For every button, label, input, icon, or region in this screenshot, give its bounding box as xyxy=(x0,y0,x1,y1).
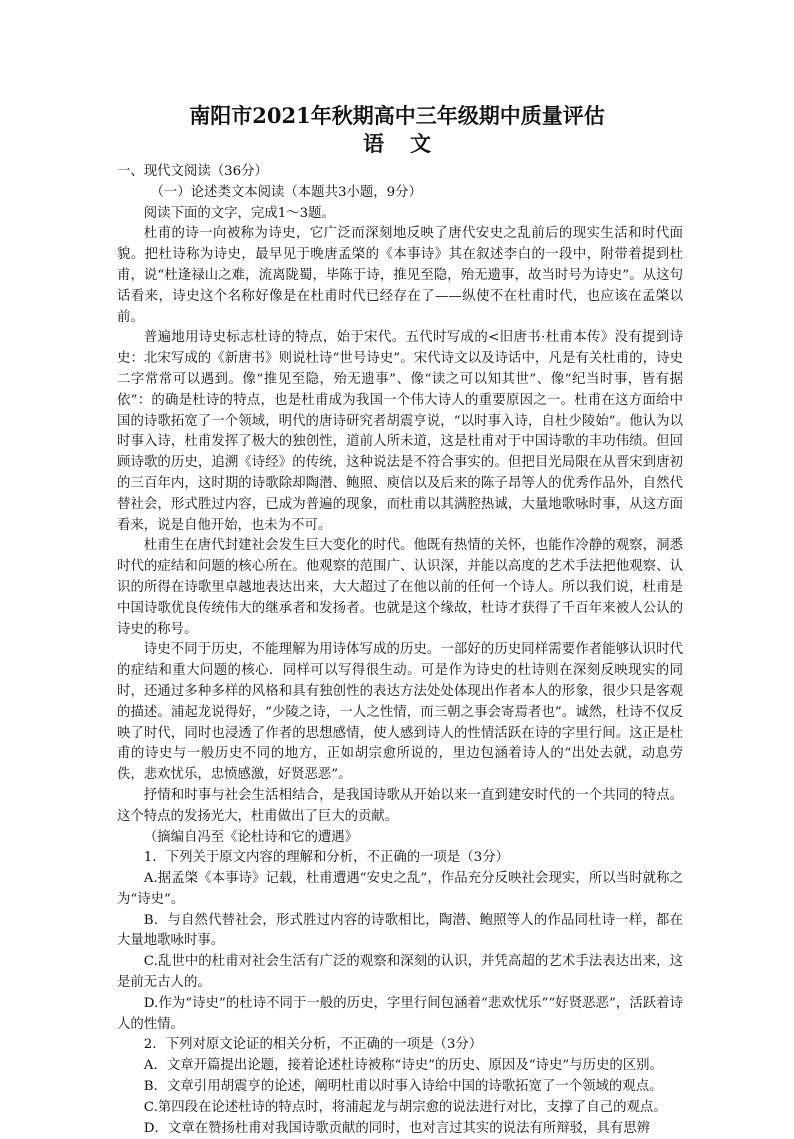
reading-instruction: 阅读下面的文字，完成1～3题。 xyxy=(143,205,335,221)
passage-paragraph: 抒情和时事与社会生活相结合，是我国诗歌从开始以来一直到建安时代的一个共同的特点。这个特点的发扬光大，杜甫做出了巨大的贡献。 xyxy=(117,787,683,824)
passage-paragraph: 杜甫的诗一向被称为诗史，它广泛而深刻地反映了唐代安史之乱前后的现实生活和时代面貌。把杜诗称为诗史，最早见于晚唐孟棨的《本事诗》其在叙述李白的一段中，附带着提到杜甫，说“杜逢禄山之难，流离陇蜀，毕陈于诗，推见至隐，殆无遗事，故当时号为诗史”。从这句话看来，诗史这个名称好像是在杜甫时代已经存在了——纵使不在杜甫时代，也应该在孟棨以前。 xyxy=(117,226,683,325)
question-stem: 1．下列关于原文内容的理解和分析，不正确的一项是（3分） xyxy=(143,850,509,866)
section-heading: 一、现代文阅读（36分） xyxy=(117,164,268,179)
passage-source: （摘编自冯至《论杜诗和它的遭遇》 xyxy=(143,829,359,845)
question-option: D．文章在赞扬杜甫对我国诗歌贡献的同时，也对言过其实的说法有所辩驳，具有思辨 xyxy=(143,1120,650,1136)
subject-title: 语文 xyxy=(363,131,457,156)
question-option: D.作为“诗史”的杜诗不同于一般的历史，字里行间包涵着“悲欢忧乐”“好贤恶恶”，活跃着诗人的性情。 xyxy=(117,995,683,1032)
reading-passage xyxy=(117,224,683,848)
passage-paragraph: 诗史不同于历史，不能理解为用诗体写成的历史。一部好的历史同样需要作者能够认识时代的症结和重大问题的核心．同样可以写得很生动。可是作为诗史的杜诗则在深刻反映现实的同时，还通过多种多样的风格和具有独创性的表达方法处处体现出作者本人的形象，很少只是客观的描述。浦起龙说得好，“少陵之诗，一人之性情，而三朝之事会寄焉者也”。诚然，杜诗不仅反映了时代，同时也浸透了作者的思想感情，使人感到诗人的性情活跃在诗的字里行间。这正是杜甫的诗史与一般历史不同的地方，正如胡宗愈所说的，里边包涵着诗人的“出处去就，动息劳佚，悲欢忧乐，忠愤感激，好贤恶恶”。 xyxy=(117,642,683,783)
exam-body xyxy=(117,162,683,1139)
section-subheading: （一）论述类文本阅读（本题共3小题，9分） xyxy=(150,184,422,200)
question-option: B．与自然代替社会，形式胜过内容的诗歌相比，陶潜、鲍照等人的作品同杜诗一样，都在大量地歌咏时事。 xyxy=(117,912,683,949)
passage-paragraph: 杜甫生在唐代封建社会发生巨大变化的时代。他既有热情的关怀，也能作冷静的观察，洞悉时代的症结和问题的核心所在。他观察的范围广、认识深，并能以高度的艺术手法把他观察、认识的所得在诗歌里卓越地表达出来，大大超过了在他以前的任何一个诗人。所以我们说，杜甫是中国诗歌优良传统伟大的继承者和发扬者。也就是这个缘故，杜诗才获得了千百年来被人公认的诗史的称号。 xyxy=(117,538,683,637)
question-1 xyxy=(117,848,683,1035)
question-option: A.据孟棨《本事诗》记载，杜甫遭遇“安史之乱”，作品充分反映社会现实，所以当时就称之为“诗史”。 xyxy=(117,871,683,907)
question-option: B．文章引用胡震亨的论述，阐明杜甫以时事入诗给中国的诗歌拓宽了一个领域的观点。 xyxy=(143,1079,663,1095)
question-stem: 2．下列对原文论证的相关分析，不正确的一项是（3分） xyxy=(143,1037,483,1053)
question-option: C.乱世中的杜甫对社会生活有广泛的观察和深刻的认识，并凭高超的艺术手法表达出来，这是前无古人的。 xyxy=(117,954,683,991)
passage-paragraph: 普遍地用诗史标志杜诗的特点，始于宋代。五代时写成的<旧唐书·杜甫本传》没有提到诗史：北宋写成的《新唐书》则说杜诗“世号诗史”。宋代诗文以及诗话中，凡是有关杜甫的，诗史二字常常可以遇到。像“推见至隐，殆无遗事”、像“读之可以知其世”、像“纪当时事，皆有据依”：的确是杜诗的特点，也是杜甫成为我国一个伟大诗人的重要原因之一。杜甫在这方面给中国的诗歌拓宽了一个领域，明代的唐诗研究者胡震亨说，“以时事入诗，自杜少陵始”。他认为以时事入诗，杜甫发挥了极大的独创性，道前人所未道，这是杜甫对于中国诗歌的丰功伟绩。但回顾诗歌的历史，追溯《诗经》的传统，这种说法是不符合事实的。但把目光局限在从晋宋到唐初的三百年内，这时期的诗歌除却陶潜、鲍照、庾信以及后来的陈子昂等人的优秀作品外，自然代替社会，形式胜过内容，已成为普遍的现象，而杜甫以其满腔热诚，大量地歌咏时事，从这方面看来，说是自他开始，也未为不可。 xyxy=(117,330,683,533)
question-option: A．文章开篇提出论题，接着论述杜诗被称“诗史”的历史、原因及“诗史”与历史的区别。 xyxy=(143,1058,663,1074)
exam-title: 南阳市2021年秋期高中三年级期中质量评估 xyxy=(189,103,605,128)
question-2 xyxy=(117,1035,683,1139)
question-option: C.第四段在论述杜诗的特点时，将浦起龙与胡宗愈的说法进行对比，支撑了自己的观点。 xyxy=(143,1099,667,1115)
